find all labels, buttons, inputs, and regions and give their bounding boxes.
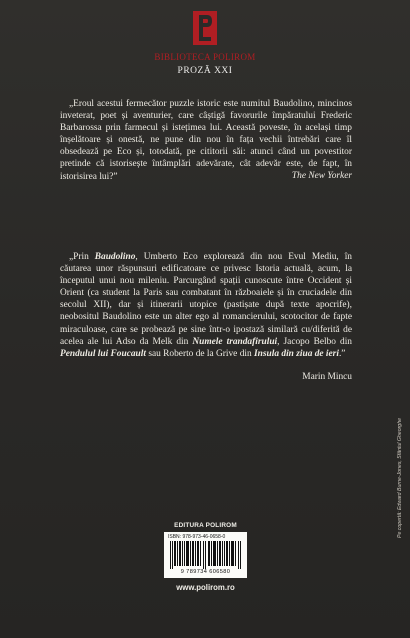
barcode-panel bbox=[162, 522, 249, 594]
quote-text-part: „Prin bbox=[69, 252, 95, 262]
book-title-pendulul-lui-foucault: Pendulul lui Foucault bbox=[60, 348, 146, 359]
quote-new-yorker: „Eroul acestui fermecător puzzle istoric este numitul Baudolino, mincinos inveterat, poet și aventurier, care câștigă favorurile împăratului Frederic Barbarossa prin farmecul și istețimea lui. Această poveste, în același timp înșelătoare și onestă, ne pune din nou în fața vechii întrebări care îl obsedează pe Eco și, totodată, pe cititorii săi: atunci când un povestitor pretinde că istorisește întâmplări adevărate, cât adevăr este, de fapt, în istorisirea lui?” bbox=[60, 99, 352, 182]
publisher-name: EDITURA POLIROM bbox=[174, 522, 237, 529]
series-name: PROZĂ XXI bbox=[177, 66, 233, 76]
quote-text-part: sau Roberto de la Grive din bbox=[145, 348, 255, 359]
quote-source-new-yorker: The New Yorker bbox=[291, 171, 352, 181]
barcode bbox=[164, 532, 247, 578]
barcode-number: 9 789734 606580 bbox=[180, 569, 231, 575]
series-publisher-name: BIBLIOTECA POLIROM bbox=[154, 52, 256, 62]
quote-author-marin-mincu: Marin Mincu bbox=[302, 372, 352, 382]
polirom-logo-icon bbox=[193, 11, 217, 45]
barcode-bars bbox=[170, 541, 241, 569]
isbn-text: ISBN: 978-973-46-0658-0 bbox=[168, 534, 226, 540]
quote-marin-mincu bbox=[60, 251, 352, 360]
polirom-logo bbox=[182, 9, 228, 47]
publisher-website: www.polirom.ro bbox=[176, 583, 235, 592]
book-title-baudolino: Baudolino bbox=[94, 252, 136, 262]
quote-text-part: , Umberto Eco explorează din nou Evul Mediu, în căutarea unor răspunsuri edificatoare ce privesc Istoria actuală, acum, la începutul unui nou mileniu. Parcurgând spații cunoscute între Occident și Orient (ca student la Paris sau combatant în războaiele și în cruciadele din secolul XII), dar și itinerarii utopice (pastișate după texte apocrife), neobositul Baudolino este un alter ego al romancierului, scotocitor de fapte miraculoase, care se probează pe sine într-o ipostază similară cu/diferită de acelea ale lui Adso da Melk din bbox=[60, 252, 352, 347]
book-title-numele-trandafirului: Numele trandafirului bbox=[192, 336, 278, 347]
quote-text-part: , Jacopo Belbo din bbox=[277, 336, 352, 347]
cover-art-credit: Pe copertă: Edward Burne-Jones, Sfântul Gheorghe bbox=[397, 418, 403, 538]
book-title-insula-din-ziua-de-ieri: Insula din ziua de ieri bbox=[254, 348, 339, 359]
quote-text-part: .” bbox=[338, 348, 346, 359]
